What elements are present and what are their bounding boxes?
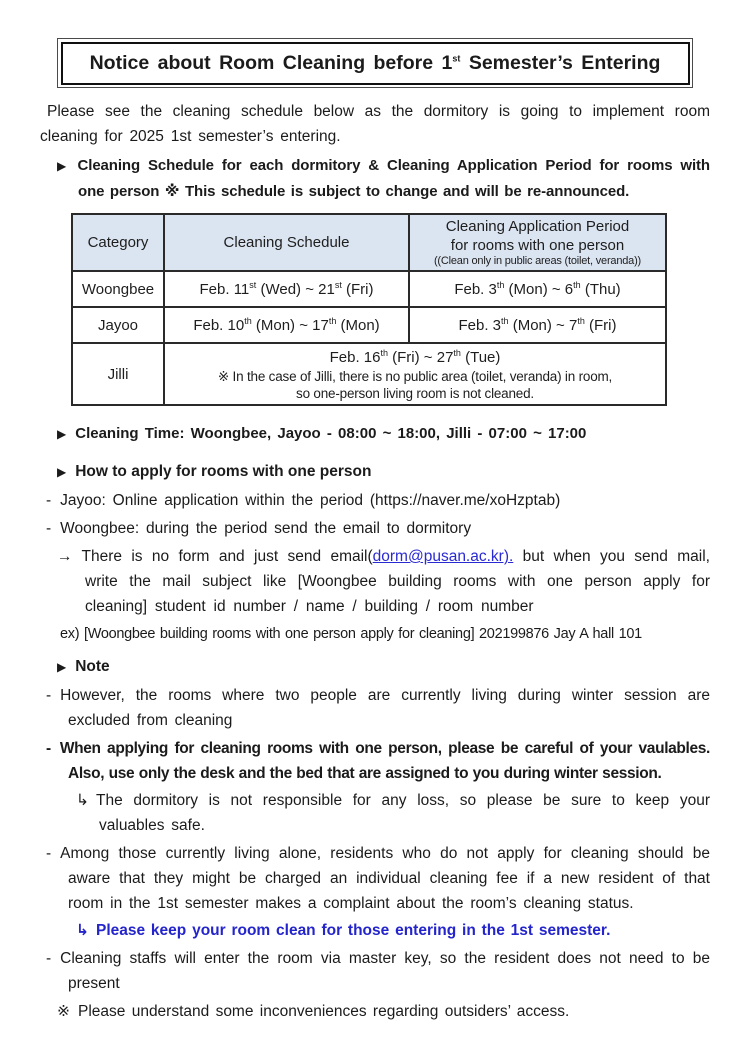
col-header-schedule: Cleaning Schedule bbox=[164, 214, 409, 271]
down-right-arrow-icon: ↳ bbox=[76, 792, 89, 809]
application-area-note: ((Clean only in public areas (toilet, veranda)) bbox=[433, 255, 642, 267]
col-header-application-line1: Cleaning Application Period bbox=[445, 218, 630, 235]
how-to-apply-header-text: How to apply for rooms with one person bbox=[75, 463, 372, 480]
email-instruction-text: There is no form and just send email(dorm@pusan.ac.kr). but when you send mail, write the mail subject like [Woongbee building rooms with one person apply for cleaning] student id number / name / building / room number bbox=[81, 548, 710, 615]
note-item-cleaning-fee bbox=[40, 841, 710, 916]
note-item-text: Among those currently living alone, residents who do not apply for cleaning should be aware that they might be charged an individual cleaning fee if a new resident of that room in the 1st semester makes a complaint about the room’s cleaning status. bbox=[60, 845, 710, 912]
jilli-note bbox=[167, 368, 663, 402]
title-box bbox=[57, 38, 693, 88]
triangle-bullet-icon: ▶ bbox=[57, 660, 67, 674]
cleaning-time-text: Cleaning Time: Woongbee, Jayoo - 08:00 ~ 18:00, Jilli - 07:00 ~ 17:00 bbox=[75, 425, 587, 442]
dash-bullet: - bbox=[46, 950, 52, 967]
schedule-section-header-text: Cleaning Schedule for each dormitory & Cleaning Application Period for rooms with one person ※ This schedule is subject to change and will be re-announced. bbox=[77, 157, 710, 200]
table-header-row bbox=[72, 214, 666, 271]
jilli-note-line2: so one-person living room is not cleaned. bbox=[296, 385, 534, 401]
triangle-bullet-icon: ▶ bbox=[57, 427, 67, 441]
col-header-application bbox=[409, 214, 666, 271]
dash-bullet: - bbox=[46, 845, 52, 862]
note-item-text: However, the rooms where two people are currently living during winter session are excluded from cleaning bbox=[60, 687, 710, 729]
jayoo-apply-text: Jayoo: Online application within the period (https://naver.me/xoHzptab) bbox=[60, 492, 561, 509]
note-item-valuables bbox=[40, 736, 710, 786]
list-item-woongbee-apply bbox=[40, 516, 710, 541]
note-item-text: Cleaning staffs will enter the room via master key, so the resident does not need to be present bbox=[60, 950, 710, 992]
email-example-line: ex) [Woongbee building rooms with one person apply for cleaning] 202199876 Jay A hall 101 bbox=[60, 626, 642, 642]
cell-schedule: Feb. 11st (Wed) ~ 21st (Fri) bbox=[164, 271, 409, 307]
list-item-jayoo-apply bbox=[40, 488, 710, 513]
sub-note-text: The dormitory is not responsible for any loss, so please be sure to keep your valuables safe. bbox=[96, 792, 710, 834]
cell-category: Woongbee bbox=[72, 271, 164, 307]
note-item-text: Please understand some inconveniences regarding outsiders’ access. bbox=[78, 1003, 570, 1020]
dash-bullet: - bbox=[46, 687, 52, 704]
intro-paragraph: Please see the cleaning schedule below as the dormitory is going to implement room cleaning for 2025 1st semester’s entering. bbox=[40, 103, 710, 145]
page-title: Notice about Room Cleaning before 1st Semester’s Entering bbox=[61, 42, 690, 85]
dash-bullet: - bbox=[46, 520, 52, 537]
table-row-woongbee bbox=[72, 271, 666, 307]
col-header-application-line2: for rooms with one person bbox=[450, 237, 625, 254]
reference-mark-icon: ※ bbox=[57, 1003, 70, 1020]
how-to-apply-header bbox=[40, 459, 710, 485]
jilli-date: Feb. 16th (Fri) ~ 27th (Tue) bbox=[329, 347, 501, 366]
dash-bullet: - bbox=[46, 740, 51, 757]
note-item-master-key bbox=[40, 946, 710, 996]
table-row-jayoo bbox=[72, 307, 666, 343]
jilli-note-line1: ※ In the case of Jilli, there is no public area (toilet, veranda) in room, bbox=[217, 368, 613, 384]
sub-note-no-responsibility bbox=[40, 788, 710, 838]
right-arrow-icon: → bbox=[57, 548, 73, 565]
table-row-jilli bbox=[72, 343, 666, 405]
cell-application: Feb. 3th (Mon) ~ 6th (Thu) bbox=[409, 271, 666, 307]
triangle-bullet-icon: ▶ bbox=[57, 465, 67, 479]
note-header-text: Note bbox=[75, 658, 110, 675]
cell-schedule: Feb. 10th (Mon) ~ 17th (Mon) bbox=[164, 307, 409, 343]
cleaning-time-line bbox=[40, 421, 710, 447]
cell-application: Feb. 3th (Mon) ~ 7th (Fri) bbox=[409, 307, 666, 343]
note-item-outsiders-access bbox=[40, 999, 710, 1024]
woongbee-apply-text: Woongbee: during the period send the email to dormitory bbox=[60, 520, 472, 537]
sub-note-keep-room-clean bbox=[40, 918, 710, 943]
down-right-arrow-icon: ↳ bbox=[76, 922, 89, 939]
schedule-section-header bbox=[40, 153, 710, 204]
dash-bullet: - bbox=[46, 492, 52, 509]
col-header-category: Category bbox=[72, 214, 164, 271]
triangle-bullet-icon: ▶ bbox=[57, 159, 69, 173]
highlight-note-text: Please keep your room clean for those entering in the 1st semester. bbox=[96, 922, 611, 939]
email-instruction-item bbox=[40, 544, 710, 619]
cell-jilli-merged bbox=[164, 343, 666, 405]
note-section-header bbox=[40, 654, 710, 680]
cleaning-schedule-table bbox=[71, 213, 667, 406]
email-link[interactable]: dorm@pusan.ac.kr). bbox=[372, 548, 514, 565]
cell-category: Jayoo bbox=[72, 307, 164, 343]
note-item-text: When applying for cleaning rooms with one person, please be careful of your vaulables. Also, use only the desk and the bed that are assigned to you during winter session. bbox=[59, 740, 710, 782]
cell-category: Jilli bbox=[72, 343, 164, 405]
note-item-winter-exclusion bbox=[40, 683, 710, 733]
